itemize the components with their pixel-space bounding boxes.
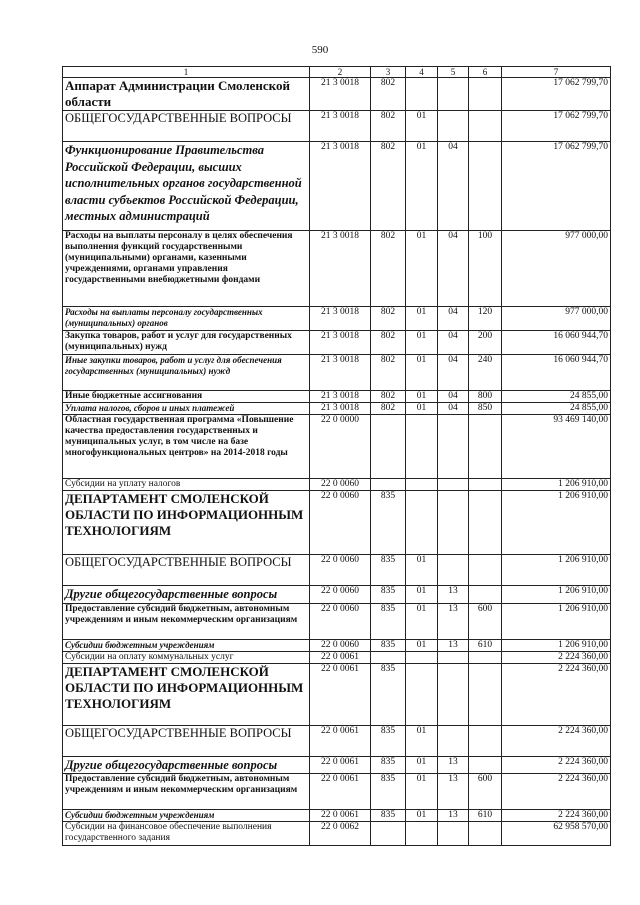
expense-type-code-cell <box>469 651 502 663</box>
table-row <box>63 822 611 846</box>
table-row <box>63 231 611 307</box>
ministry-code-cell <box>371 479 406 491</box>
subsection-code-cell: 04 <box>438 391 469 403</box>
target-article-code-cell: 22 0 0062 <box>310 822 371 846</box>
section-code-cell <box>406 491 438 555</box>
target-article-code-cell: 21 3 0018 <box>310 142 371 231</box>
table-row <box>63 810 611 822</box>
target-article-code-cell: 22 0 0060 <box>310 491 371 555</box>
subsection-code-cell: 04 <box>438 231 469 307</box>
row-name-cell: Субсидии бюджетным учреждениям <box>63 639 310 651</box>
target-article-code-cell: 22 0 0061 <box>310 756 371 774</box>
amount-cell: 2 224 360,00 <box>502 663 611 725</box>
subsection-code-cell: 13 <box>438 603 469 639</box>
row-name-cell: ОБЩЕГОСУДАРСТВЕННЫЕ ВОПРОСЫ <box>63 725 310 756</box>
ministry-code-cell: 802 <box>371 111 406 142</box>
subsection-code-cell <box>438 555 469 586</box>
table-row <box>63 307 611 331</box>
table-row <box>63 491 611 555</box>
amount-cell: 1 206 910,00 <box>502 639 611 651</box>
row-name-cell: Иные бюджетные ассигнования <box>63 391 310 403</box>
amount-cell: 1 206 910,00 <box>502 491 611 555</box>
target-article-code-cell: 21 3 0018 <box>310 231 371 307</box>
ministry-code-cell: 835 <box>371 639 406 651</box>
amount-cell: 1 206 910,00 <box>502 586 611 604</box>
page-number: 590 <box>311 44 329 56</box>
table-row <box>63 663 611 725</box>
expense-type-code-cell <box>469 479 502 491</box>
header-cell: 5 <box>438 67 469 78</box>
amount-cell: 17 062 799,70 <box>502 111 611 142</box>
ministry-code-cell <box>371 415 406 479</box>
table-row <box>63 603 611 639</box>
target-article-code-cell: 21 3 0018 <box>310 78 371 111</box>
section-code-cell: 01 <box>406 725 438 756</box>
target-article-code-cell: 22 0 0000 <box>310 415 371 479</box>
ministry-code-cell: 802 <box>371 231 406 307</box>
row-name-cell: Субсидии на финансовое обеспечение выполнения государственного задания <box>63 822 310 846</box>
section-code-cell: 01 <box>406 307 438 331</box>
expense-type-code-cell: 120 <box>469 307 502 331</box>
section-code-cell <box>406 415 438 479</box>
section-code-cell: 01 <box>406 639 438 651</box>
section-code-cell <box>406 78 438 111</box>
table-row <box>63 391 611 403</box>
amount-cell: 93 469 140,00 <box>502 415 611 479</box>
target-article-code-cell: 21 3 0018 <box>310 111 371 142</box>
section-code-cell: 01 <box>406 603 438 639</box>
table-row <box>63 78 611 111</box>
amount-cell: 2 224 360,00 <box>502 810 611 822</box>
header-cell: 2 <box>310 67 371 78</box>
amount-cell: 24 855,00 <box>502 403 611 415</box>
header-cell: 7 <box>502 67 611 78</box>
table-row <box>63 355 611 391</box>
section-code-cell: 01 <box>406 111 438 142</box>
target-article-code-cell: 22 0 0060 <box>310 555 371 586</box>
subsection-code-cell <box>438 725 469 756</box>
expense-type-code-cell <box>469 78 502 111</box>
subsection-code-cell: 04 <box>438 331 469 355</box>
target-article-code-cell: 21 3 0018 <box>310 403 371 415</box>
subsection-code-cell: 13 <box>438 586 469 604</box>
subsection-code-cell <box>438 491 469 555</box>
amount-cell: 62 958 570,00 <box>502 822 611 846</box>
ministry-code-cell: 835 <box>371 663 406 725</box>
amount-cell: 1 206 910,00 <box>502 555 611 586</box>
ministry-code-cell: 835 <box>371 725 406 756</box>
ministry-code-cell: 835 <box>371 756 406 774</box>
row-name-cell: Областная государственная программа «Повышение качества предоставления государственных и муниципальных услуг, в том числе на базе многофункциональных центров» на 2014-2018 годы <box>63 415 310 479</box>
expense-type-code-cell <box>469 491 502 555</box>
amount-cell: 17 062 799,70 <box>502 142 611 231</box>
expense-type-code-cell: 100 <box>469 231 502 307</box>
subsection-code-cell: 04 <box>438 142 469 231</box>
amount-cell: 2 224 360,00 <box>502 651 611 663</box>
header-cell: 1 <box>63 67 310 78</box>
subsection-code-cell <box>438 415 469 479</box>
row-name-cell: Предоставление субсидий бюджетным, автономным учреждениям и иным некоммерческим организациям <box>63 603 310 639</box>
row-name-cell: Субсидии на оплату коммунальных услуг <box>63 651 310 663</box>
row-name-cell: Субсидии на уплату налогов <box>63 479 310 491</box>
section-code-cell: 01 <box>406 391 438 403</box>
expense-type-code-cell: 800 <box>469 391 502 403</box>
target-article-code-cell: 21 3 0018 <box>310 331 371 355</box>
expense-type-code-cell <box>469 415 502 479</box>
expense-type-code-cell <box>469 725 502 756</box>
target-article-code-cell: 21 3 0018 <box>310 355 371 391</box>
ministry-code-cell <box>371 651 406 663</box>
table-row <box>63 479 611 491</box>
target-article-code-cell: 22 0 0060 <box>310 479 371 491</box>
target-article-code-cell: 21 3 0018 <box>310 391 371 403</box>
section-code-cell: 01 <box>406 810 438 822</box>
section-code-cell <box>406 822 438 846</box>
target-article-code-cell: 22 0 0061 <box>310 663 371 725</box>
subsection-code-cell <box>438 78 469 111</box>
table-row <box>63 651 611 663</box>
table-row <box>63 331 611 355</box>
amount-cell: 16 060 944,70 <box>502 355 611 391</box>
table-row <box>63 756 611 774</box>
budget-table <box>62 66 611 846</box>
amount-cell: 1 206 910,00 <box>502 479 611 491</box>
subsection-code-cell <box>438 822 469 846</box>
row-name-cell: Закупка товаров, работ и услуг для государственных (муниципальных) нужд <box>63 331 310 355</box>
expense-type-code-cell: 240 <box>469 355 502 391</box>
amount-cell: 24 855,00 <box>502 391 611 403</box>
row-name-cell: Другие общегосударственные вопросы <box>63 586 310 604</box>
row-name-cell: ОБЩЕГОСУДАРСТВЕННЫЕ ВОПРОСЫ <box>63 111 310 142</box>
row-name-cell: Аппарат Администрации Смоленской области <box>63 78 310 111</box>
expense-type-code-cell: 600 <box>469 774 502 810</box>
ministry-code-cell <box>371 822 406 846</box>
row-name-cell: ОБЩЕГОСУДАРСТВЕННЫЕ ВОПРОСЫ <box>63 555 310 586</box>
amount-cell: 17 062 799,70 <box>502 78 611 111</box>
row-name-cell: Функционирование Правительства Российской Федерации, высших исполнительных органов государственной власти субъектов Российской Федерации, местных администраций <box>63 142 310 231</box>
subsection-code-cell: 13 <box>438 756 469 774</box>
table-row <box>63 403 611 415</box>
amount-cell: 2 224 360,00 <box>502 774 611 810</box>
expense-type-code-cell <box>469 111 502 142</box>
amount-cell: 1 206 910,00 <box>502 603 611 639</box>
section-code-cell: 01 <box>406 586 438 604</box>
subsection-code-cell <box>438 663 469 725</box>
expense-type-code-cell <box>469 756 502 774</box>
section-code-cell: 01 <box>406 231 438 307</box>
expense-type-code-cell <box>469 822 502 846</box>
row-name-cell: Субсидии бюджетным учреждениям <box>63 810 310 822</box>
target-article-code-cell: 22 0 0060 <box>310 639 371 651</box>
ministry-code-cell: 802 <box>371 307 406 331</box>
section-code-cell: 01 <box>406 355 438 391</box>
expense-type-code-cell <box>469 555 502 586</box>
table-row <box>63 639 611 651</box>
section-code-cell: 01 <box>406 331 438 355</box>
subsection-code-cell: 04 <box>438 403 469 415</box>
row-name-cell: Иные закупки товаров, работ и услуг для обеспечения государственных (муниципальных) нужд <box>63 355 310 391</box>
subsection-code-cell: 04 <box>438 355 469 391</box>
table-row <box>63 725 611 756</box>
subsection-code-cell: 04 <box>438 307 469 331</box>
ministry-code-cell: 802 <box>371 355 406 391</box>
target-article-code-cell: 22 0 0061 <box>310 774 371 810</box>
ministry-code-cell: 802 <box>371 391 406 403</box>
ministry-code-cell: 835 <box>371 774 406 810</box>
ministry-code-cell: 802 <box>371 331 406 355</box>
row-name-cell: Уплата налогов, сборов и иных платежей <box>63 403 310 415</box>
expense-type-code-cell <box>469 663 502 725</box>
section-code-cell: 01 <box>406 403 438 415</box>
amount-cell: 977 000,00 <box>502 231 611 307</box>
subsection-code-cell <box>438 111 469 142</box>
ministry-code-cell: 802 <box>371 403 406 415</box>
ministry-code-cell: 802 <box>371 142 406 231</box>
section-code-cell: 01 <box>406 756 438 774</box>
ministry-code-cell: 835 <box>371 491 406 555</box>
amount-cell: 977 000,00 <box>502 307 611 331</box>
section-code-cell <box>406 651 438 663</box>
section-code-cell: 01 <box>406 555 438 586</box>
row-name-cell: Расходы на выплаты персоналу в целях обеспечения выполнения функций государственными (муниципальными) органами, казенными учреждениями, органами управления государственными внебюджетными фондами <box>63 231 310 307</box>
subsection-code-cell: 13 <box>438 810 469 822</box>
expense-type-code-cell: 600 <box>469 603 502 639</box>
expense-type-code-cell: 610 <box>469 810 502 822</box>
subsection-code-cell <box>438 479 469 491</box>
target-article-code-cell: 21 3 0018 <box>310 307 371 331</box>
header-cell: 3 <box>371 67 406 78</box>
ministry-code-cell: 835 <box>371 586 406 604</box>
subsection-code-cell: 13 <box>438 639 469 651</box>
target-article-code-cell: 22 0 0061 <box>310 810 371 822</box>
section-code-cell <box>406 663 438 725</box>
section-code-cell <box>406 479 438 491</box>
table-row <box>63 111 611 142</box>
row-name-cell: Расходы на выплаты персоналу государственных (муниципальных) органов <box>63 307 310 331</box>
row-name-cell: Другие общегосударственные вопросы <box>63 756 310 774</box>
expense-type-code-cell: 200 <box>469 331 502 355</box>
header-cell: 6 <box>469 67 502 78</box>
header-cell: 4 <box>406 67 438 78</box>
amount-cell: 2 224 360,00 <box>502 756 611 774</box>
expense-type-code-cell <box>469 142 502 231</box>
table-row <box>63 555 611 586</box>
ministry-code-cell: 835 <box>371 810 406 822</box>
target-article-code-cell: 22 0 0060 <box>310 586 371 604</box>
expense-type-code-cell: 610 <box>469 639 502 651</box>
ministry-code-cell: 802 <box>371 78 406 111</box>
row-name-cell: ДЕПАРТАМЕНТ СМОЛЕНСКОЙ ОБЛАСТИ ПО ИНФОРМАЦИОННЫМ ТЕХНОЛОГИЯМ <box>63 663 310 725</box>
section-code-cell: 01 <box>406 142 438 231</box>
table-row <box>63 586 611 604</box>
expense-type-code-cell: 850 <box>469 403 502 415</box>
table-row <box>63 142 611 231</box>
section-code-cell: 01 <box>406 774 438 810</box>
target-article-code-cell: 22 0 0060 <box>310 603 371 639</box>
target-article-code-cell: 22 0 0061 <box>310 725 371 756</box>
expense-type-code-cell <box>469 586 502 604</box>
ministry-code-cell: 835 <box>371 555 406 586</box>
subsection-code-cell <box>438 651 469 663</box>
table-row <box>63 774 611 810</box>
row-name-cell: Предоставление субсидий бюджетным, автономным учреждениям и иным некоммерческим организациям <box>63 774 310 810</box>
target-article-code-cell: 22 0 0061 <box>310 651 371 663</box>
ministry-code-cell: 835 <box>371 603 406 639</box>
table-row <box>63 415 611 479</box>
subsection-code-cell: 13 <box>438 774 469 810</box>
amount-cell: 2 224 360,00 <box>502 725 611 756</box>
amount-cell: 16 060 944,70 <box>502 331 611 355</box>
table-header-row <box>63 67 611 78</box>
row-name-cell: ДЕПАРТАМЕНТ СМОЛЕНСКОЙ ОБЛАСТИ ПО ИНФОРМАЦИОННЫМ ТЕХНОЛОГИЯМ <box>63 491 310 555</box>
